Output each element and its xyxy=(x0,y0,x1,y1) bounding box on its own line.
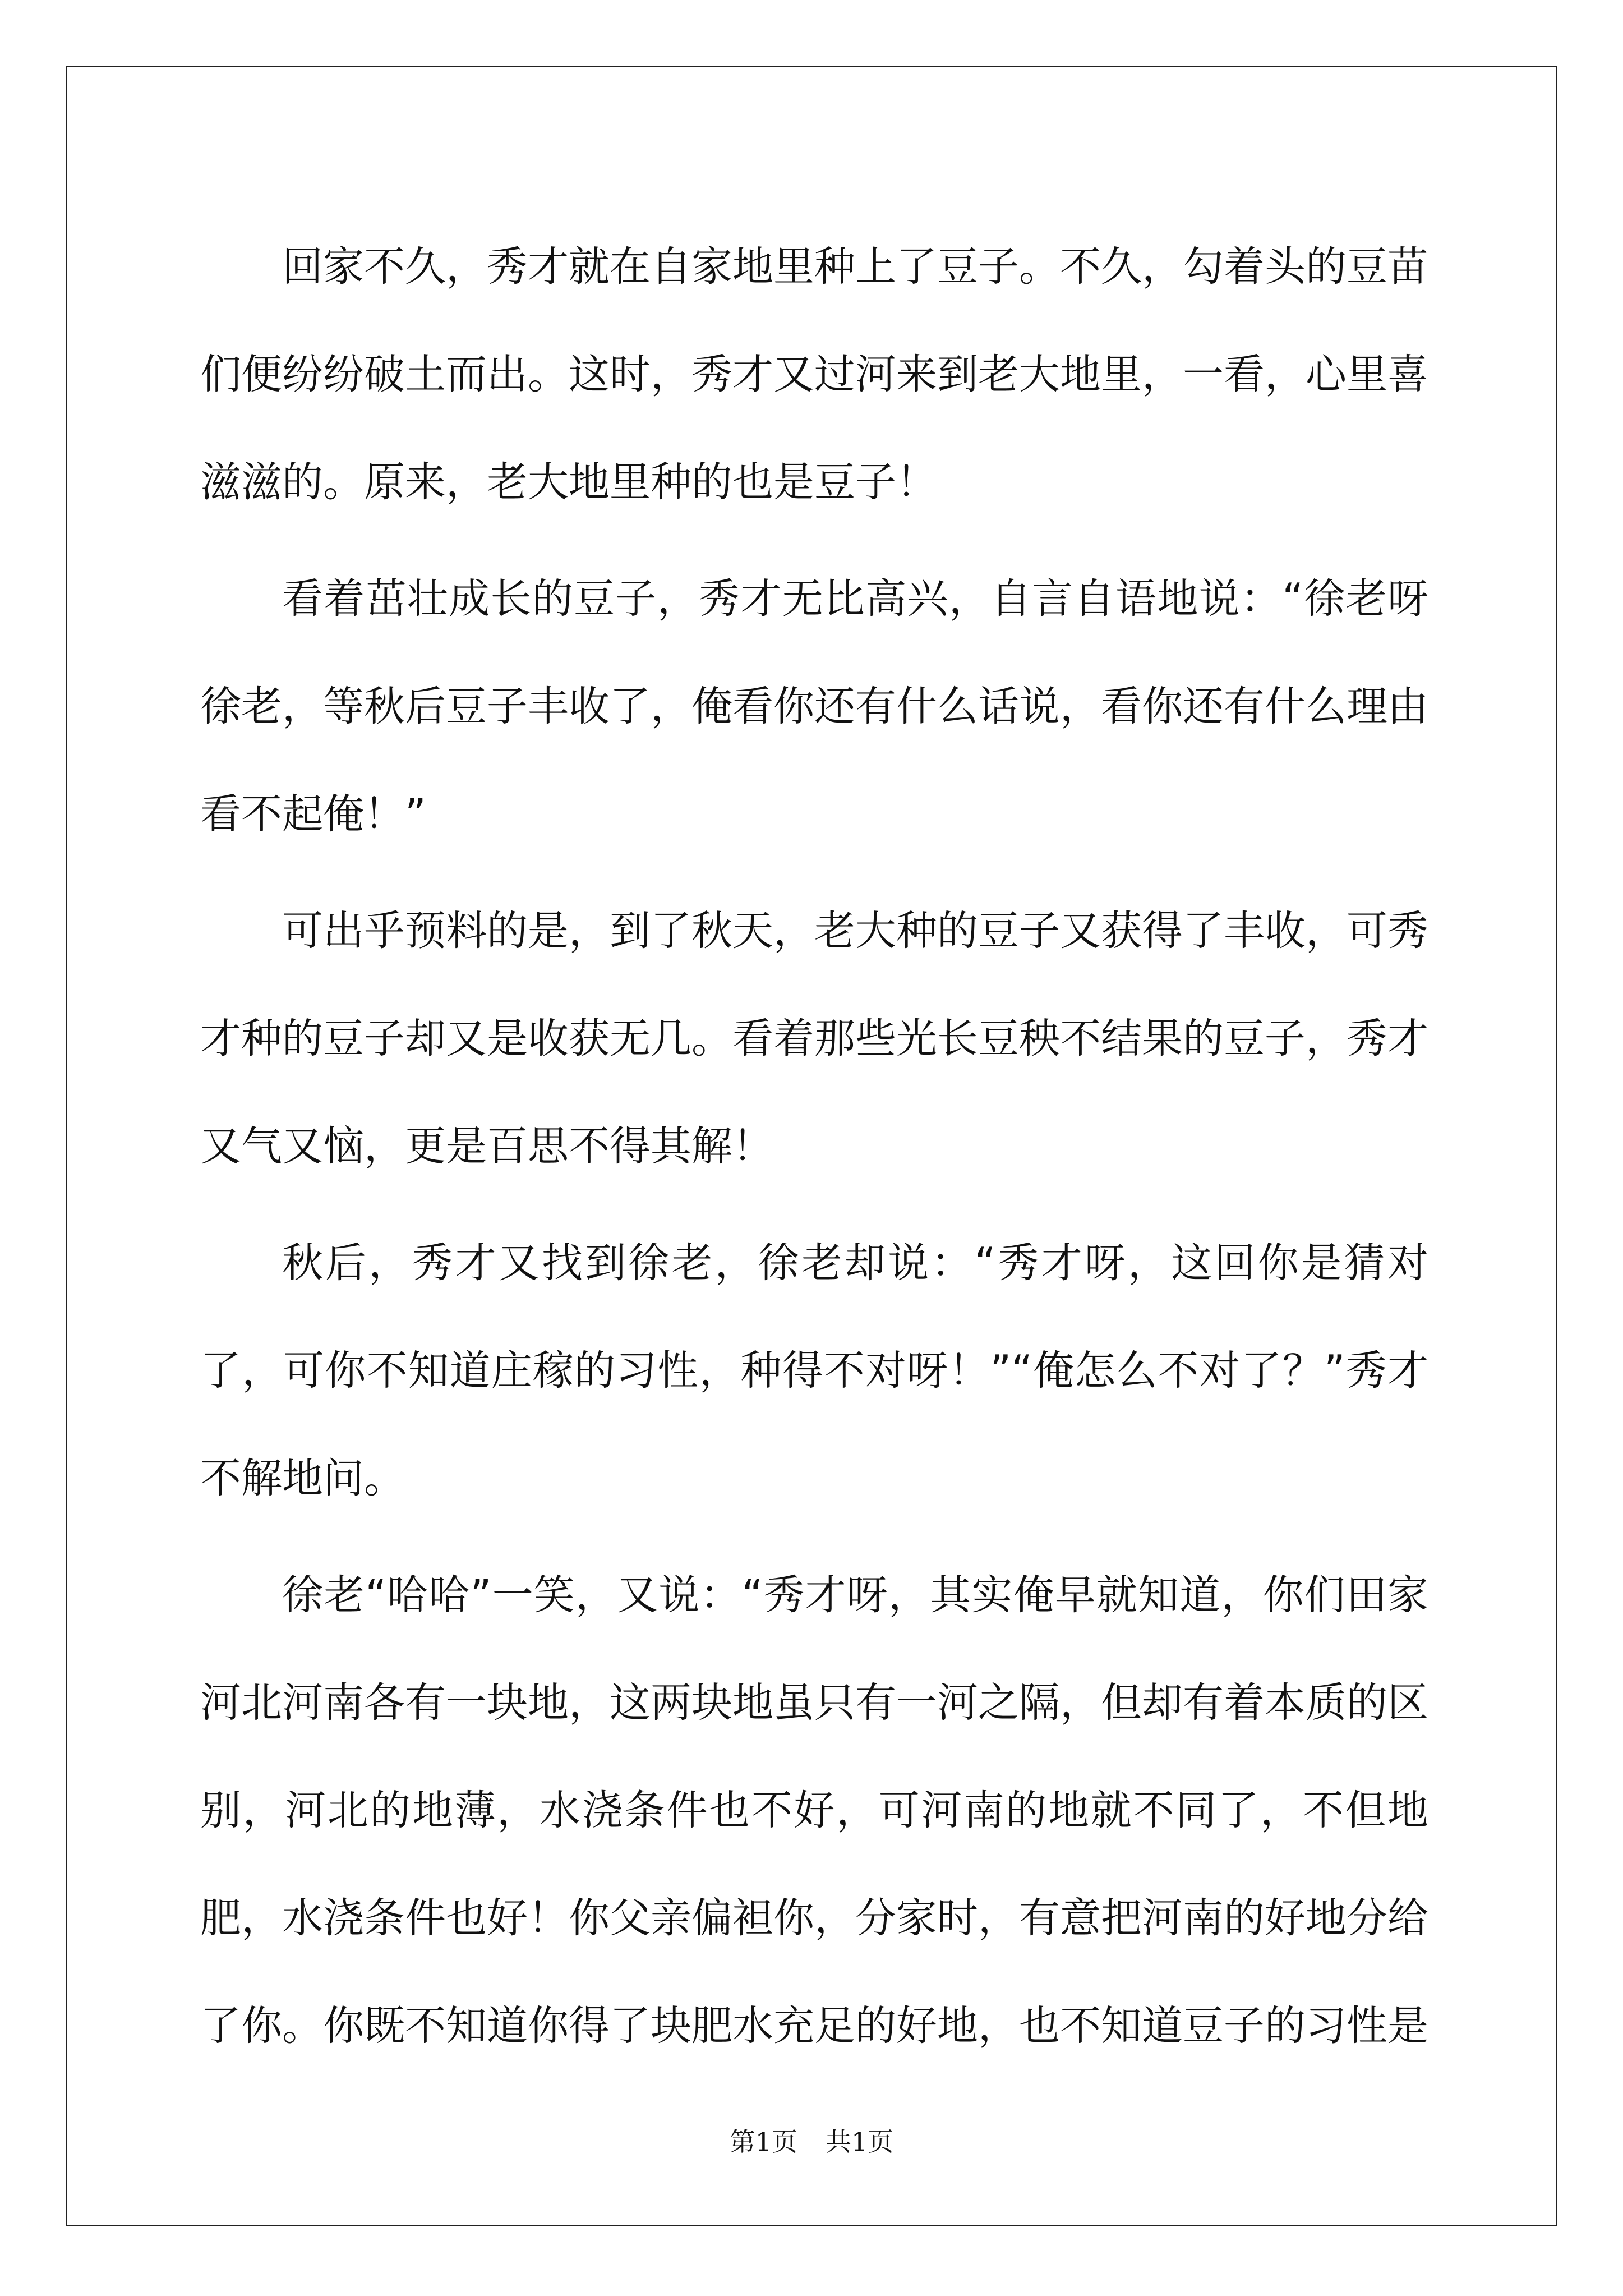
paragraph: 徐老“哈哈”一笑，又说：“秀才呀，其实俺早就知道，你们田家河北河南各有一块地，这两块地虽只有一河之隔，但却有着本质的区别，河北的地薄，水浇条件也不好，可河南的地就不同了，不但地肥，水浇条件也好！你父亲偏袒你，分家时，有意把河南的好地分给了你。你既不知道你得了块肥水充足的好地，也不知道豆子的习性是 xyxy=(200,1571,1428,2050)
paragraph: 可出乎预料的是，到了秋天，老大种的豆子又获得了丰收，可秀才种的豆子却又是收获无几。看着那些光长豆秧不结果的豆子，秀才又气又恼，更是百思不得其解！ xyxy=(200,907,1428,1170)
document-body xyxy=(200,213,1428,2089)
page-footer xyxy=(0,2125,1623,2159)
paragraph: 秋后，秀才又找到徐老，徐老却说：“秀才呀，这回你是猜对了，可你不知道庄稼的习性，种得不对呀！”“俺怎么不对了？”秀才不解地问。 xyxy=(200,1239,1428,1502)
page-total: 共1页 xyxy=(826,2127,894,2157)
paragraph: 看着茁壮成长的豆子，秀才无比高兴，自言自语地说：“徐老呀徐老，等秋后豆子丰收了，俺看你还有什么话说，看你还有什么理由看不起俺！” xyxy=(200,575,1428,838)
page-number: 第1页 xyxy=(729,2127,797,2157)
paragraph: 回家不久，秀才就在自家地里种上了豆子。不久，勾着头的豆苗们便纷纷破土而出。这时，秀才又过河来到老大地里，一看，心里喜滋滋的。原来，老大地里种的也是豆子！ xyxy=(200,243,1428,506)
